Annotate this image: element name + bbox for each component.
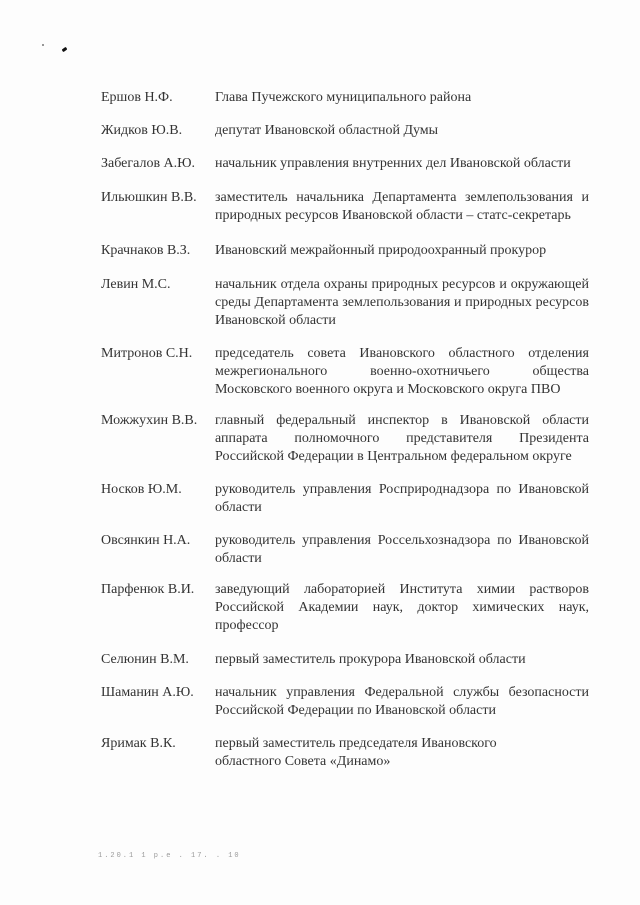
member-name: Шаманин А.Ю.	[101, 685, 194, 700]
member-role: главный федеральный инспектор в Ивановской области аппарата полномочного представителя Президента Российской Федерации в Центральном федеральном округе	[215, 413, 589, 464]
member-name: Левин М.С.	[101, 277, 171, 292]
member-role: председатель совета Ивановского областного отделения межрегионального военно-охотничьего общества Московского военного округа и Московского округа ПВО	[215, 346, 589, 397]
member-role: начальник управления Федеральной службы безопасности Российской Федерации по Ивановской области	[215, 685, 589, 718]
member-name: Ильюшкин В.В.	[101, 190, 197, 205]
member-name: Селюнин В.М.	[101, 652, 189, 667]
scan-dust-dot	[42, 44, 44, 46]
member-role: руководитель управления Росприроднадзора по Ивановской области	[215, 482, 589, 515]
member-name: Ершов Н.Ф.	[101, 90, 173, 105]
member-name: Парфенюк В.И.	[101, 582, 195, 597]
member-name: Забегалов А.Ю.	[101, 156, 196, 171]
member-role: Глава Пучежского муниципального района	[215, 90, 472, 105]
member-name: Жидков Ю.В.	[101, 123, 183, 138]
footer-file-stamp: 1.20.1 1 p.e . 17. . 10	[98, 852, 241, 860]
member-role: Ивановский межрайонный природоохранный прокурор	[215, 243, 547, 258]
member-name: Яримак В.К.	[101, 736, 176, 751]
member-role: заместитель начальника Департамента землепользования и природных ресурсов Ивановской области – статс-секретарь	[215, 190, 589, 223]
member-role: руководитель управления Россельхознадзора по Ивановской области	[215, 533, 589, 566]
member-name: Крачнаков В.З.	[101, 243, 191, 258]
member-name: Овсянкин Н.А.	[101, 533, 191, 548]
member-role: начальник управления внутренних дел Ивановской области	[215, 156, 571, 171]
member-role: начальник отдела охраны природных ресурсов и окружающей среды Департамента землепользования и природных ресурсов Ивановской области	[215, 277, 589, 328]
member-role: заведующий лабораторией Института химии растворов Российской Академии наук, доктор химических наук, профессор	[215, 582, 589, 633]
member-role: первый заместитель председателя Ивановского областного Совета «Динамо»	[215, 736, 497, 769]
member-name: Можжухин В.В.	[101, 413, 198, 428]
scan-speck-mark	[62, 47, 68, 52]
member-name: Носков Ю.М.	[101, 482, 182, 497]
member-name: Митронов С.Н.	[101, 346, 193, 361]
member-role: депутат Ивановской областной Думы	[215, 123, 439, 138]
member-role: первый заместитель прокурора Ивановской области	[215, 652, 526, 667]
